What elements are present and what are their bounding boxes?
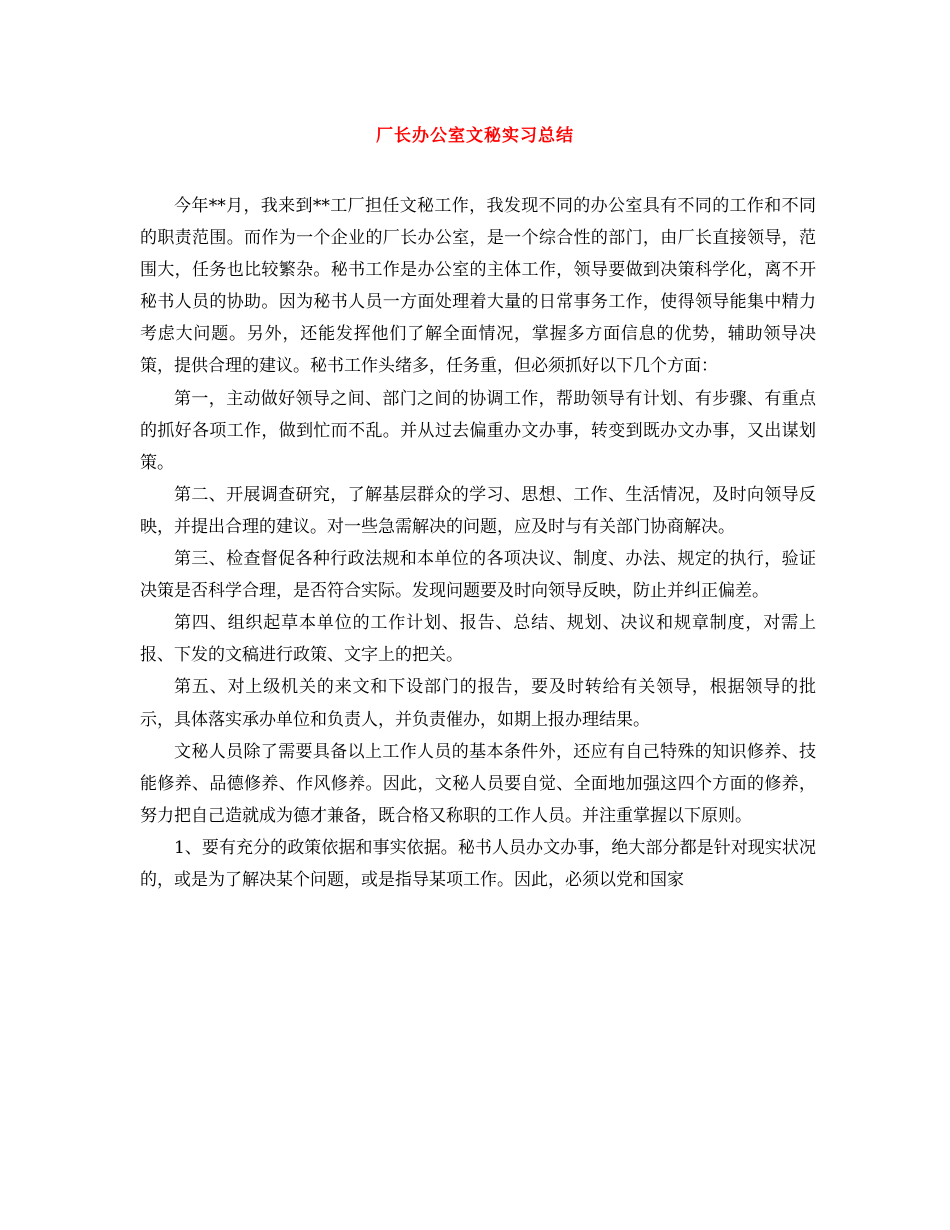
- document-body: [140, 190, 816, 896]
- paragraph-item-2: 第二、开展调查研究，了解基层群众的学习、思想、工作、生活情况，及时向领导反映，并提出合理的建议。对一些急需解决的问题，应及时与有关部门协商解决。: [140, 484, 816, 537]
- paragraph-principle-1: 1、要有充分的政策依据和事实依据。秘书人员办文办事，绝大部分都是针对现实状况的，或是为了解决某个问题，或是指导某项工作。因此，必须以党和国家: [140, 837, 816, 890]
- document-title: 厂长办公室文秘实习总结: [376, 126, 574, 146]
- paragraph-intro: 今年**月，我来到**工厂担任文秘工作，我发现不同的办公室具有不同的工作和不同的职责范围。而作为一个企业的厂长办公室，是一个综合性的部门，由厂长直接领导，范围大，任务也比较繁杂。秘书工作是办公室的主体工作，领导要做到决策科学化，离不开秘书人员的协助。因为秘书人员一方面处理着大量的日常事务工作，使得领导能集中精力考虑大问题。另外，还能发挥他们了解全面情况，掌握多方面信息的优势，辅助领导决策，提供合理的建议。秘书工作头绪多，任务重，但必须抓好以下几个方面：: [140, 196, 816, 377]
- paragraph-item-1: 第一，主动做好领导之间、部门之间的协调工作，帮助领导有计划、有步骤、有重点的抓好各项工作，做到忙而不乱。并从过去偏重办文办事，转变到既办文办事，又出谋划策。: [140, 388, 816, 473]
- paragraph-qualities: 文秘人员除了需要具备以上工作人员的基本条件外，还应有自己特殊的知识修养、技能修养、品德修养、作风修养。因此，文秘人员要自觉、全面地加强这四个方面的修养，努力把自己造就成为德才兼备，既合格又称职的工作人员。并注重掌握以下原则。: [140, 741, 816, 826]
- paragraph-item-5: 第五、对上级机关的来文和下设部门的报告，要及时转给有关领导，根据领导的批示，具体落实承办单位和负责人，并负责催办，如期上报办理结果。: [140, 677, 816, 730]
- paragraph-item-3: 第三、检查督促各种行政法规和本单位的各项决议、制度、办法、规定的执行，验证决策是否科学合理，是否符合实际。发现问题要及时向领导反映，防止并纠正偏差。: [140, 549, 816, 602]
- paragraph-item-4: 第四、组织起草本单位的工作计划、报告、总结、规划、决议和规章制度，对需上报、下发的文稿进行政策、文字上的把关。: [140, 613, 816, 666]
